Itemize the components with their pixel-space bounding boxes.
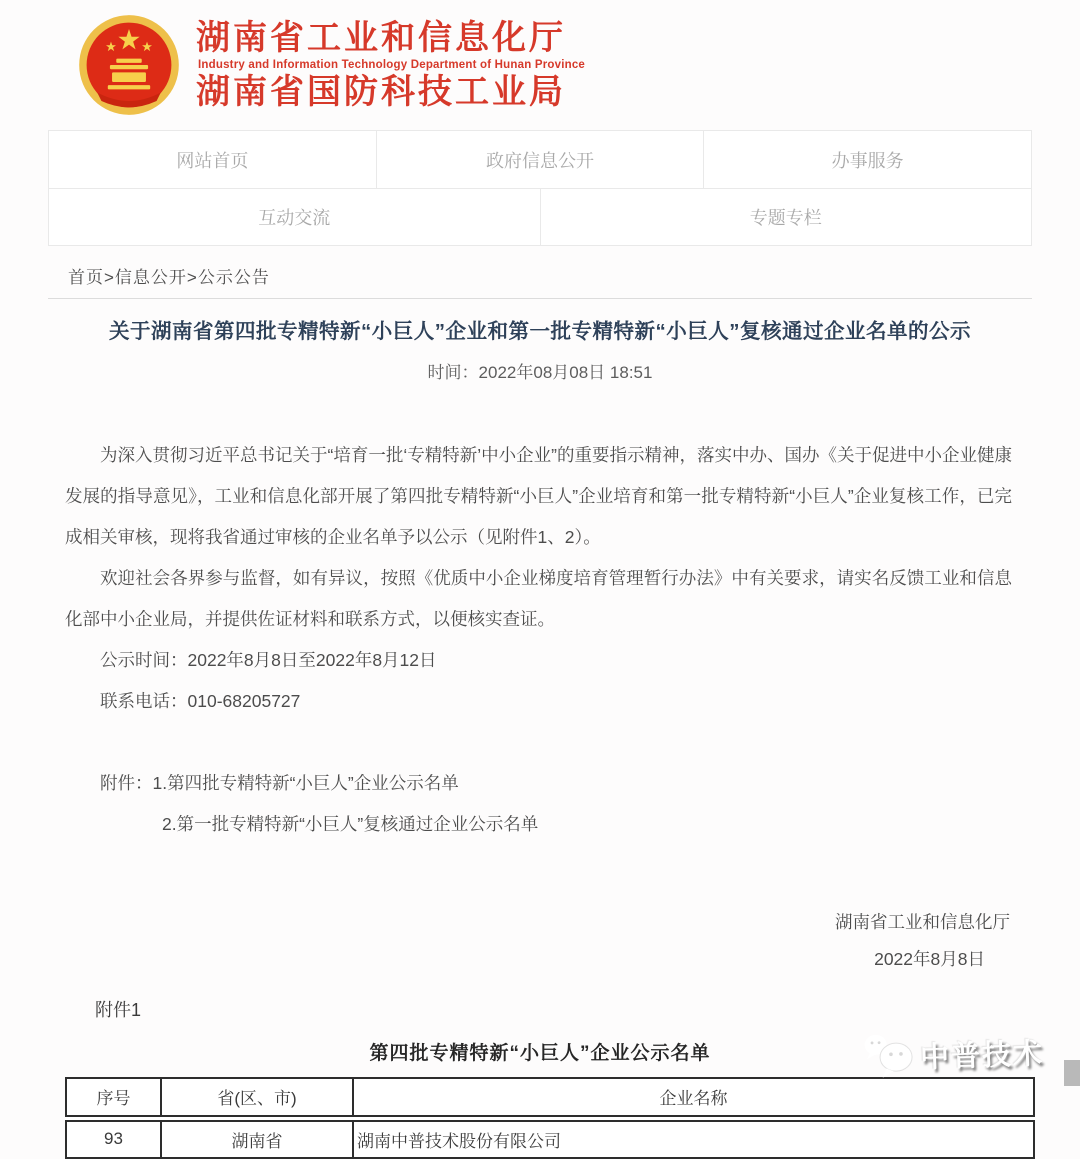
article-time: 时间：2022年08月08日 18:51 [427,363,653,382]
scrollbar-thumb[interactable] [1064,1060,1080,1086]
nav-item-services[interactable]: 办事服务 [703,131,1031,188]
breadcrumb-divider [48,298,1032,299]
article-paragraph-1: 为深入贯彻习近平总书记关于“培育一批‘专精特新’中小企业”的重要指示精神，落实中办、国办《关于促进中小企业健康发展的指导意见》，工业和信息化部开展了第四批专精特新“小巨人”企业培育和第一批专精特新“小巨人”企业复核工作，已完成相关审核，现将我省通过审核的企业名单予以公示（见附件1、2）。 [65,445,1012,547]
national-emblem-icon [76,12,182,118]
article-paragraph-2: 欢迎社会各界参与监督，如有异议，按照《优质中小企业梯度培育管理暂行办法》中有关要求，请实名反馈工业和信息化部中小企业局，并提供佐证材料和联系方式，以便核实查证。 [65,568,1012,629]
annex-label: 附件1 [95,1000,142,1020]
col-header-province: 省(区、市) [161,1078,353,1118]
header-titles [196,18,586,112]
annex-table [65,1077,1035,1159]
dept-title-2: 湖南省国防科技工业局 [196,73,566,112]
cell-province: 湖南省 [161,1118,353,1158]
cell-index: 93 [66,1118,161,1158]
attachment-item-2: 2.第一批专精特新“小巨人”复核通过企业公示名单 [162,814,539,834]
attachment-item-1: 附件：1.第四批专精特新“小巨人”企业公示名单 [100,773,459,793]
signature-org: 湖南省工业和信息化厅 [835,912,1010,932]
annex-table-title: 第四批专精特新“小巨人”企业公示名单 [369,1043,711,1064]
nav-item-interaction[interactable]: 互动交流 [258,208,331,228]
nav-row-2 [49,188,1031,245]
dept-title-en: Industry and Information Technology Department of Hunan Province [198,58,586,71]
table-header-row [66,1078,1034,1118]
main-nav [48,130,1032,246]
cell-company: 湖南中普技术股份有限公司 [353,1118,1034,1158]
breadcrumb[interactable]: 首页>信息公开>公示公告 [68,268,270,287]
col-header-company: 企业名称 [353,1078,1034,1118]
site-header [0,0,1080,126]
nav-item-special-columns[interactable]: 专题专栏 [540,189,1032,245]
col-header-index: 序号 [66,1078,161,1118]
dept-title-1: 湖南省工业和信息化厅 [196,18,566,57]
nav-item-home[interactable]: 网站首页 [176,150,249,171]
article-body [65,435,1012,845]
publicity-period: 公示时间：2022年8月8日至2022年8月12日 [100,650,437,670]
attachments-list [65,763,1012,845]
contact-phone: 联系电话：010-68205727 [100,691,301,711]
nav-row-1 [49,131,1031,188]
watermark-text: 中普技术 [919,1037,1045,1074]
nav-item-gov-info[interactable]: 政府信息公开 [376,131,704,188]
signature-date: 2022年8月8日 [874,949,985,969]
table-row [66,1118,1034,1158]
article-title: 关于湖南省第四批专精特新“小巨人”企业和第一批专精特新“小巨人”复核通过企业名单的公示 [109,320,971,343]
